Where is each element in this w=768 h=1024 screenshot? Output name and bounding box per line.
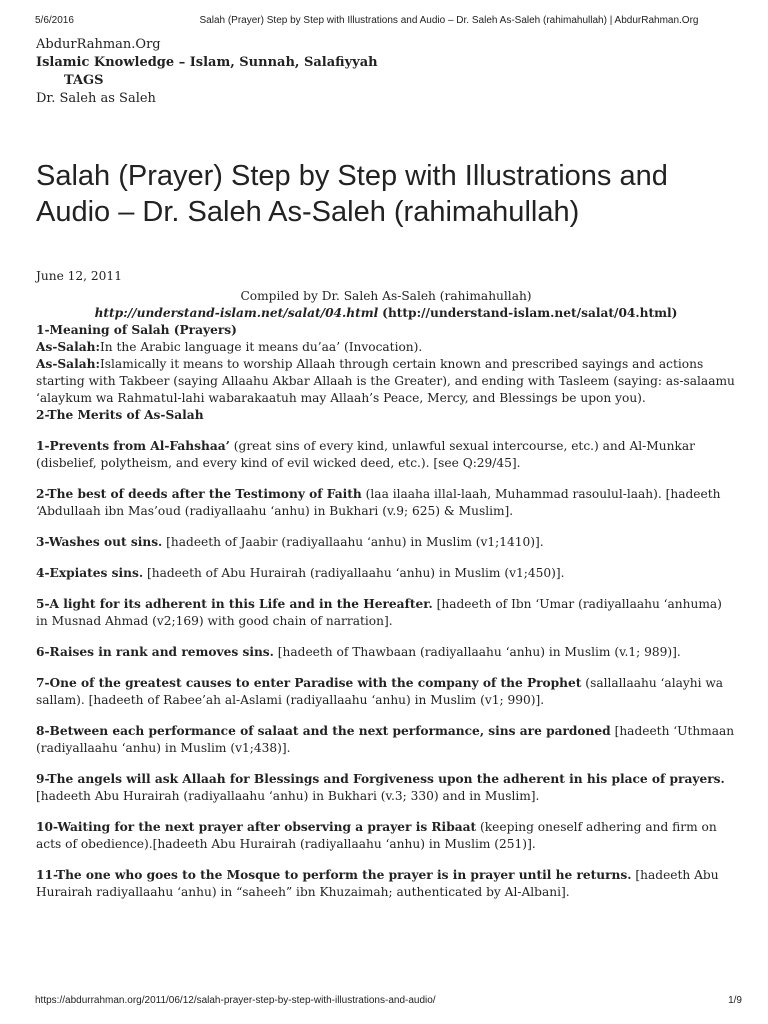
print-url: https://abdurrahman.org/2011/06/12/salah-prayer-step-by-step-with-illustrations-and-audio/	[35, 995, 436, 1006]
merit-item: 2-The best of deeds after the Testimony of Faith (laa ilaaha illal-laah, Muhammad rasoulul-laah). [hadeeth ‘Abdullaah ibn Mas’oud (radiyallaahu ‘anhu) in Bukhari (v.9; 625) & Muslim].	[36, 487, 721, 518]
merit-item: 6-Raises in rank and removes sins. [hadeeth of Thawbaan (radiyallaahu ‘anhu) in Muslim (v.1; 989)].	[36, 645, 681, 659]
site-name-link[interactable]: AbdurRahman.Org	[36, 37, 161, 52]
print-date: 5/6/2016	[35, 15, 74, 26]
merit-item: 8-Between each performance of salaat and the next performance, sins are pardoned [hadeeth ‘Uthmaan (radiyallaahu ‘anhu) in Muslim (v1;438)].	[36, 724, 735, 755]
merit-item: 9-The angels will ask Allaah for Blessings and Forgiveness upon the adherent in his place of prayers. [hadeeth Abu Hurairah (radiyallaahu ‘anhu) in Bukhari (v.3; 330) and in Muslim].	[36, 772, 725, 803]
tags-label: TAGS	[64, 73, 104, 88]
merit-item: 1-Prevents from Al-Fahshaa’ (great sins of every kind, unlawful sexual intercourse, etc.) and Al-Munkar (disbelief, polytheism, and every kind of evil wicked deed, etc.). [see Q:29/45].	[36, 439, 695, 470]
source-line	[36, 305, 736, 322]
page-number: 1/9	[728, 995, 742, 1006]
merit-item: 3-Washes out sins. [hadeeth of Jaabir (radiyallaahu ‘anhu) in Muslim (v1;1410)].	[36, 535, 544, 549]
merit-item: 7-One of the greatest causes to enter Paradise with the company of the Prophet (sallallaahu ‘alayhi wa sallam). [hadeeth of Rabee’ah al-Aslami (radiyallaahu ‘anhu) in Muslim (v1; 990)].	[36, 676, 724, 707]
post-date: June 12, 2011	[36, 269, 122, 283]
section2-heading: 2-The Merits of As-Salah	[36, 408, 204, 422]
merit-item: 11-The one who goes to the Mosque to perform the prayer is in prayer until he returns. [hadeeth Abu Hurairah radiyallaahu ‘anhu) in “saheeh” ibn Khuzaimah; authenticated by Al-Albani].	[36, 868, 719, 899]
site-tagline: Islamic Knowledge – Islam, Sunnah, Salafiyyah	[36, 55, 378, 70]
definition-linguistic: As-Salah:In the Arabic language it means du’aa’ (Invocation).	[36, 340, 423, 354]
section1-heading: 1-Meaning of Salah (Prayers)	[36, 323, 237, 337]
print-page-title: Salah (Prayer) Step by Step with Illustrations and Audio – Dr. Saleh As-Saleh (rahimahullah) | AbdurRahman.Org	[199, 15, 699, 26]
post-title: Salah (Prayer) Step by Step with Illustrations and Audio – Dr. Saleh As-Saleh (rahimahullah)	[36, 160, 668, 228]
source-link[interactable]: http://understand-islam.net/salat/04.html	[94, 306, 379, 320]
site-header	[36, 36, 378, 108]
compiled-by: Compiled by Dr. Saleh As-Saleh (rahimahullah)	[240, 289, 532, 303]
post-content	[36, 268, 736, 901]
definition-islamic: As-Salah:Islamically it means to worship Allaah through certain known and prescribed sayings and actions starting with Takbeer (saying Allaahu Akbar Allaah is the Greater), and ending with Tasleem (saying: as-salaamu ‘alaykum wa Rahmatul-lahi wabarakaatuh may Allaah’s Peace, Mercy, and Blessings be upon you).	[36, 357, 735, 405]
merit-item: 10-Waiting for the next prayer after observing a prayer is Ribaat (keeping oneself adhering and firm on acts of obedience).[hadeeth Abu Hurairah (radiyallaahu ‘anhu) in Muslim (251)].	[36, 820, 717, 851]
merit-item: 5-A light for its adherent in this Life and in the Hereafter. [hadeeth of Ibn ‘Umar (radiyallaahu ‘anhuma) in Musnad Ahmad (v2;169) with good chain of narration].	[36, 597, 722, 628]
merit-item: 4-Expiates sins. [hadeeth of Abu Hurairah (radiyallaahu ‘anhu) in Muslim (v1;450)].	[36, 566, 565, 580]
source-link-paren: (http://understand-islam.net/salat/04.html)	[382, 306, 678, 320]
author-tag-link[interactable]: Dr. Saleh as Saleh	[36, 91, 156, 106]
